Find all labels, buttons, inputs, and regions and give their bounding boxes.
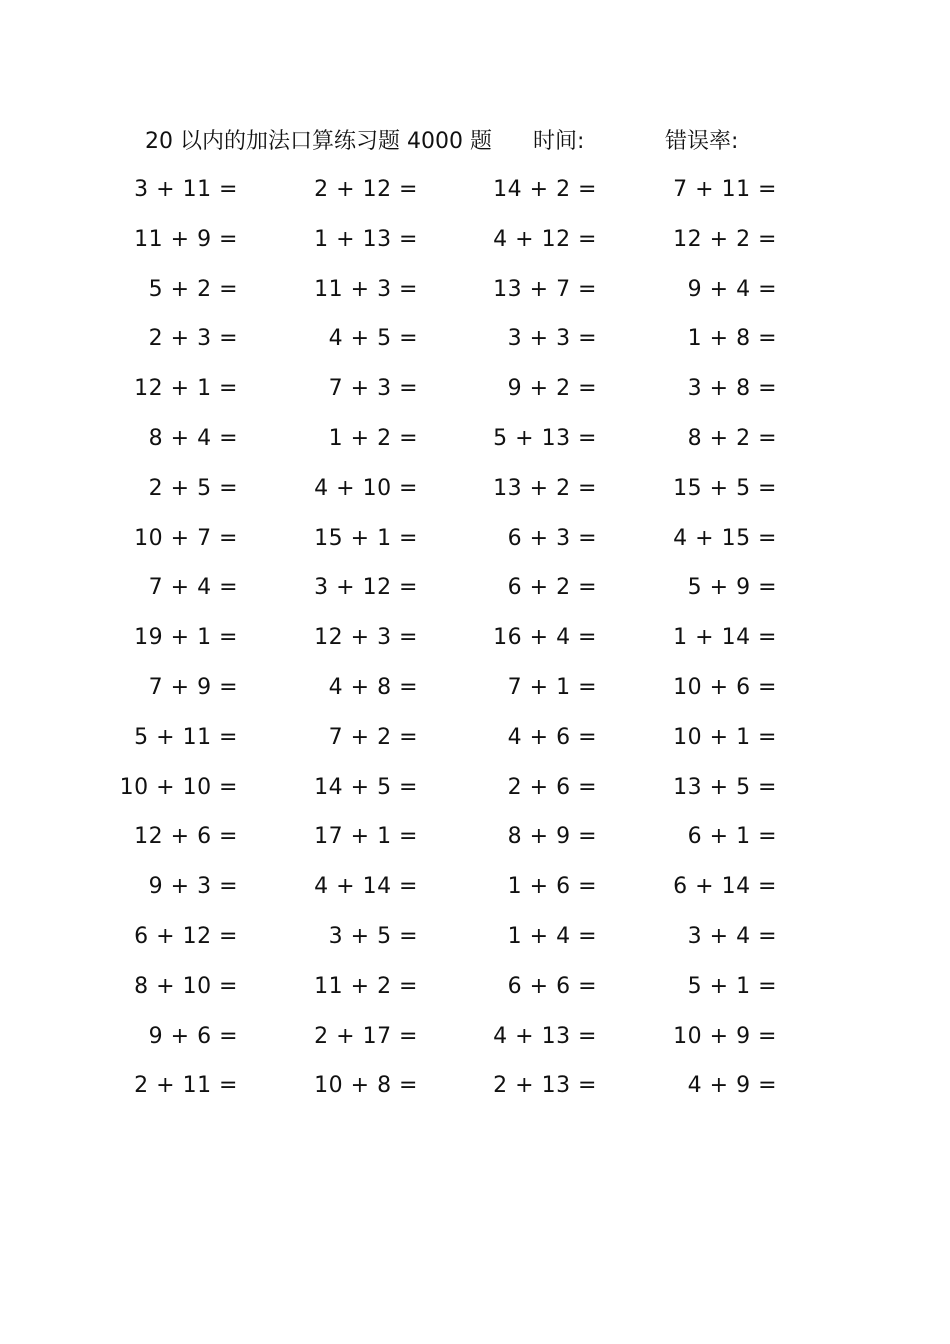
problem-row bbox=[0, 919, 950, 969]
problem-row bbox=[0, 1068, 950, 1118]
problem-item: 7 + 2 = bbox=[328, 724, 418, 750]
problem-item: 12 + 6 = bbox=[134, 824, 238, 850]
problem-row bbox=[0, 869, 950, 919]
problem-item: 17 + 1 = bbox=[314, 824, 418, 850]
problem-item: 11 + 3 = bbox=[314, 276, 418, 302]
error-rate-label: 错误率: bbox=[665, 129, 739, 154]
problem-item: 2 + 11 = bbox=[134, 1073, 238, 1099]
problem-row bbox=[0, 720, 950, 770]
problem-item: 1 + 14 = bbox=[673, 625, 777, 651]
problem-item: 4 + 12 = bbox=[493, 226, 597, 252]
problem-item: 6 + 1 = bbox=[687, 824, 777, 850]
problem-item: 10 + 9 = bbox=[673, 1023, 777, 1049]
problem-item: 7 + 1 = bbox=[507, 674, 597, 700]
problem-item: 6 + 14 = bbox=[673, 874, 777, 900]
problem-item: 11 + 2 = bbox=[314, 973, 418, 999]
problem-item: 10 + 10 = bbox=[119, 774, 238, 800]
problem-item: 7 + 11 = bbox=[673, 177, 777, 202]
problem-row bbox=[0, 620, 950, 670]
problem-item: 15 + 1 = bbox=[314, 525, 418, 551]
problem-row bbox=[0, 521, 950, 571]
problem-item: 4 + 15 = bbox=[673, 525, 777, 551]
problem-item: 2 + 3 = bbox=[148, 326, 238, 352]
problem-item: 5 + 11 = bbox=[134, 724, 238, 750]
problem-item: 10 + 7 = bbox=[134, 525, 238, 551]
problem-item: 4 + 9 = bbox=[687, 1073, 777, 1099]
problem-item: 1 + 8 = bbox=[687, 326, 777, 352]
problem-item: 10 + 6 = bbox=[673, 674, 777, 700]
problem-item: 4 + 14 = bbox=[314, 874, 418, 900]
problem-item: 19 + 1 = bbox=[134, 625, 238, 651]
problem-item: 3 + 5 = bbox=[328, 923, 418, 949]
problem-row bbox=[0, 770, 950, 820]
problem-item: 10 + 1 = bbox=[673, 724, 777, 750]
problem-item: 13 + 7 = bbox=[493, 276, 597, 302]
problem-item: 2 + 5 = bbox=[148, 475, 238, 501]
problem-item: 6 + 2 = bbox=[507, 575, 597, 601]
problem-item: 4 + 10 = bbox=[314, 475, 418, 501]
problem-item: 4 + 6 = bbox=[507, 724, 597, 750]
problem-item: 6 + 3 = bbox=[507, 525, 597, 551]
problem-item: 7 + 3 = bbox=[328, 376, 418, 402]
problem-item: 2 + 13 = bbox=[493, 1073, 597, 1099]
problem-item: 15 + 5 = bbox=[673, 475, 777, 501]
problem-grid bbox=[0, 172, 950, 1118]
problem-item: 5 + 1 = bbox=[687, 973, 777, 999]
problem-item: 5 + 2 = bbox=[148, 276, 238, 302]
problem-item: 5 + 13 = bbox=[493, 425, 597, 451]
problem-row bbox=[0, 272, 950, 322]
problem-item: 6 + 6 = bbox=[507, 973, 597, 999]
problem-item: 3 + 12 = bbox=[314, 575, 418, 601]
problem-item: 4 + 8 = bbox=[328, 674, 418, 700]
problem-item: 6 + 12 = bbox=[134, 923, 238, 949]
worksheet-title: 20 以内的加法口算练习题 4000 题 bbox=[145, 129, 492, 154]
problem-row bbox=[0, 172, 950, 222]
problem-item: 8 + 2 = bbox=[687, 425, 777, 451]
problem-item: 9 + 4 = bbox=[687, 276, 777, 302]
problem-item: 2 + 6 = bbox=[507, 774, 597, 800]
problem-item: 2 + 17 = bbox=[314, 1023, 418, 1049]
problem-item: 9 + 6 = bbox=[148, 1023, 238, 1049]
problem-row bbox=[0, 222, 950, 272]
problem-row bbox=[0, 321, 950, 371]
problem-item: 3 + 4 = bbox=[687, 923, 777, 949]
problem-row bbox=[0, 371, 950, 421]
problem-item: 8 + 10 = bbox=[134, 973, 238, 999]
problem-item: 1 + 2 = bbox=[328, 425, 418, 451]
problem-row bbox=[0, 1019, 950, 1069]
problem-item: 5 + 9 = bbox=[687, 575, 777, 601]
problem-item: 13 + 5 = bbox=[673, 774, 777, 800]
worksheet-header bbox=[0, 124, 950, 160]
time-label: 时间: bbox=[533, 129, 585, 154]
problem-item: 14 + 2 = bbox=[493, 177, 597, 202]
problem-item: 7 + 4 = bbox=[148, 575, 238, 601]
problem-item: 10 + 8 = bbox=[314, 1073, 418, 1099]
problem-item: 3 + 8 = bbox=[687, 376, 777, 402]
problem-item: 11 + 9 = bbox=[134, 226, 238, 252]
problem-row bbox=[0, 969, 950, 1019]
problem-item: 8 + 9 = bbox=[507, 824, 597, 850]
problem-item: 1 + 4 = bbox=[507, 923, 597, 949]
problem-item: 4 + 5 = bbox=[328, 326, 418, 352]
problem-row bbox=[0, 421, 950, 471]
problem-item: 1 + 6 = bbox=[507, 874, 597, 900]
problem-row bbox=[0, 471, 950, 521]
problem-item: 12 + 1 = bbox=[134, 376, 238, 402]
problem-item: 9 + 3 = bbox=[148, 874, 238, 900]
problem-item: 13 + 2 = bbox=[493, 475, 597, 501]
problem-item: 8 + 4 = bbox=[148, 425, 238, 451]
problem-row bbox=[0, 570, 950, 620]
problem-item: 14 + 5 = bbox=[314, 774, 418, 800]
problem-row bbox=[0, 670, 950, 720]
problem-row bbox=[0, 819, 950, 869]
problem-item: 12 + 2 = bbox=[673, 226, 777, 252]
problem-item: 3 + 11 = bbox=[134, 177, 238, 202]
problem-item: 2 + 12 = bbox=[314, 177, 418, 202]
problem-item: 1 + 13 = bbox=[314, 226, 418, 252]
problem-item: 4 + 13 = bbox=[493, 1023, 597, 1049]
problem-item: 16 + 4 = bbox=[493, 625, 597, 651]
problem-item: 9 + 2 = bbox=[507, 376, 597, 402]
problem-item: 3 + 3 = bbox=[507, 326, 597, 352]
problem-item: 12 + 3 = bbox=[314, 625, 418, 651]
problem-item: 7 + 9 = bbox=[148, 674, 238, 700]
